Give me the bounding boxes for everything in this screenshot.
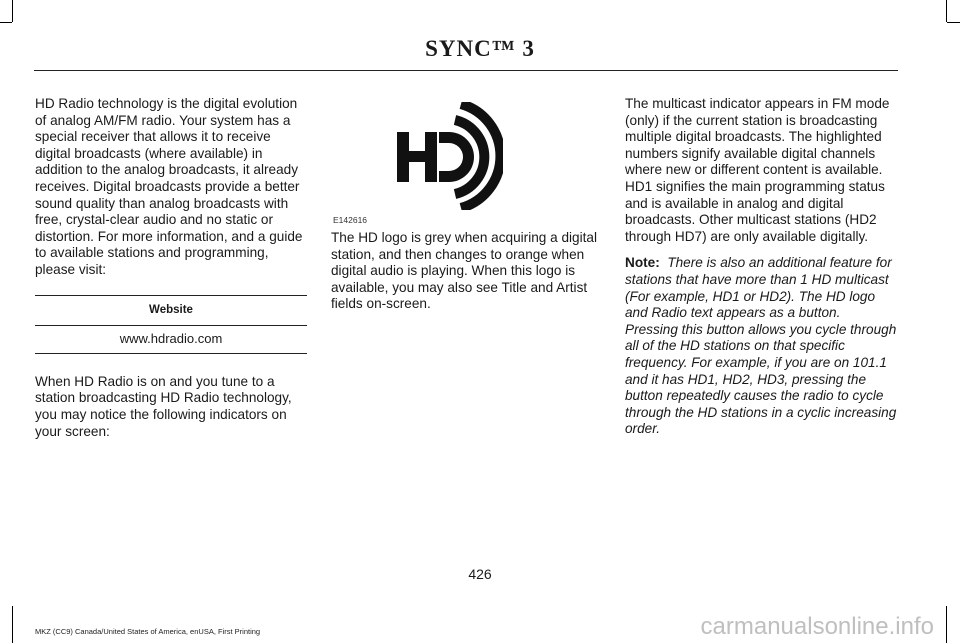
column-2	[331, 96, 603, 323]
crop-mark-top-left-h	[0, 22, 12, 23]
header-rule	[34, 70, 898, 71]
column-3	[625, 96, 897, 448]
indicators-paragraph: When HD Radio is on and you tune to a station broadcasting HD Radio technology, you may notice the following indicators on your screen:	[35, 373, 292, 439]
column-1	[35, 96, 307, 450]
hd-logo-paragraph: The HD logo is grey when acquiring a digital station, and then changes to orange when digital audio is playing. When this logo is available, you may also see Title and Artist fields on-screen.	[331, 230, 597, 312]
website-table-header: Website	[35, 295, 307, 326]
website-table	[35, 295, 307, 354]
crop-mark-top-right-v	[946, 0, 947, 22]
note-paragraph	[625, 255, 897, 438]
crop-mark-top-left-v	[12, 0, 13, 22]
multicast-paragraph: The multicast indicator appears in FM mode (only) if the current station is broadcasting multiple digital broadcasts. The highlighted numbers signify available digital channels where new or different content is available. HD1 signifies the main programming status and is available in analog and digital broadcasts. Other multicast stations (HD2 through HD7) are only available digitally.	[625, 96, 890, 244]
note-text: There is also an additional feature for stations that have more than 1 HD multicast (For example, HD1 or HD2). The HD logo and Radio text appears as a button. Pressing this button allows you cycle through all of the HD stations on that specific frequency. For example, if you are on 101.1 and it has HD1, HD2, HD3, pressing the button repeatedly causes the radio to cycle through the HD stations in a cyclic increasing order.	[625, 255, 897, 437]
watermark: carmanualsonline.info	[700, 613, 934, 640]
crop-mark-bottom-right-v	[946, 606, 947, 643]
website-link[interactable]: www.hdradio.com	[35, 326, 307, 354]
footer-edition: MKZ (CC9) Canada/United States of America, enUSA, First Printing	[35, 627, 261, 636]
hd-logo-figure	[331, 96, 603, 225]
note-label: Note:	[625, 255, 660, 271]
page-number: 426	[468, 566, 492, 582]
intro-paragraph: HD Radio technology is the digital evolution of analog AM/FM radio. Your system has a special receiver that allows it to receive digital broadcasts (where available) in addition to the analog broadcasts, it already receives. Digital broadcasts provide a better sound quality than analog broadcasts with free, crystal-clear audio and no static or distortion. For more information, and a guide to available stations and programming, please visit:	[35, 96, 303, 277]
crop-mark-bottom-left-v	[12, 606, 13, 643]
hd-radio-logo-icon	[395, 102, 503, 210]
page-header-title: SYNC™ 3	[425, 36, 535, 61]
figure-code: E142616	[333, 215, 368, 225]
crop-mark-top-right-h	[947, 22, 960, 23]
